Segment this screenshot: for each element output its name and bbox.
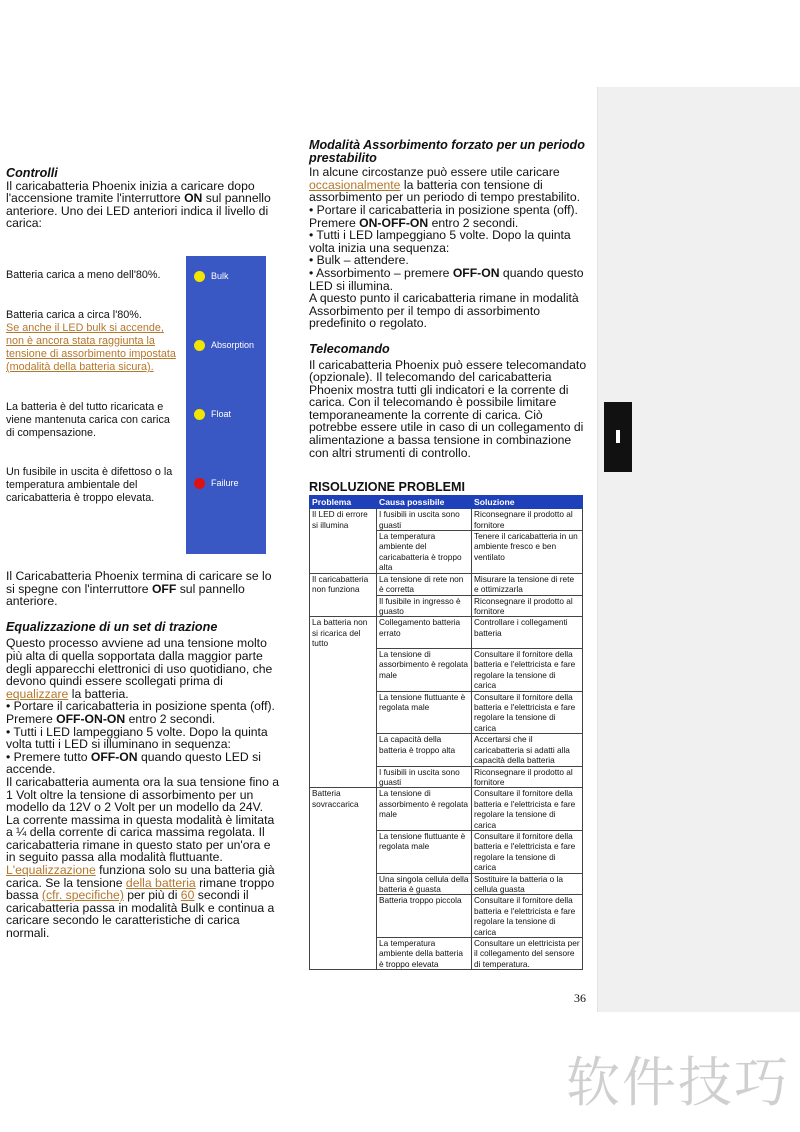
cell-causa: La tensione fluttuante è regolata male [377,691,472,734]
led-failure: Failure [194,476,284,490]
table-row [310,573,583,595]
equalizzazione-heading: Equalizzazione di un set di trazione [6,619,218,634]
cell-problema [310,595,377,617]
led-failure-light [194,478,205,489]
side-margin-panel [597,87,800,1012]
led-bulk: Bulk [194,269,284,283]
chapter-tab-mark [616,430,620,443]
cell-problema [310,531,377,574]
cell-soluzione: Consultare il fornitore della batteria e l'elettricista e fare regolare la tensione di carica [472,830,583,873]
cell-causa: Batteria troppo piccola [377,895,472,938]
header-problema: Problema [310,495,377,508]
cell-causa: La temperatura ambiente della batteria è troppo elevata [377,938,472,970]
cell-soluzione: Consultare il fornitore della batteria e l'elettricista e fare regolare la tensione di carica [472,788,583,831]
header-soluzione: Soluzione [472,495,583,508]
eq-bullet-1: • Portare il caricabatteria in posizione spenta (off). Premere OFF-ON-ON entro 2 secondi. [6,699,275,726]
abs-bullet-1: • Portare il caricabatteria in posizione spenta (off). Premere ON-OFF-ON entro 2 secondi. [309,202,578,230]
absorption-link-text[interactable]: Se anche il LED bulk si accende, non è ancora stata raggiunta la tensione di assorbimento impostata (modalità della batteria sicura). [6,322,176,373]
table-row [310,509,583,531]
table-row [310,531,583,574]
eq-paragraph-3: La corrente massima in questa modalità è limitata a ¼ della corrente di carica massima regolata. Il caricabatteria rimane in questo stato per un'ora e in seguito passa alla modalità fluttuante. [6,812,275,865]
led-float: Float [194,407,284,421]
troubleshooting-table [309,495,583,970]
cell-soluzione: Tenere il caricabatteria in un ambiente fresco e ben ventilato [472,531,583,574]
cell-soluzione: Accertarsi che il caricabatteria si adatti alla capacità della batteria [472,734,583,766]
table-row [310,788,583,831]
abs-paragraph-1: In alcune circostanze può essere utile caricare occasionalmente la batteria con tensione di assorbimento per un periodo di tempo prestabilito. [309,165,580,205]
table-row [310,649,583,692]
eq-paragraph-1: Questo processo avviene ad una tensione molto più alta di quella sopportata dalla maggior parte degli apparecchi elettronici di uso quotidiano, che devono quindi essere scollegati prima di equalizzare la batteria. [6,636,273,701]
cell-problema [310,830,377,873]
cell-causa: Collegamento batteria errato [377,617,472,649]
cell-problema: Batteria sovraccarica [310,788,377,831]
abs-bullet-3: • Bulk – attendere. [309,253,409,268]
eq-paragraph-2: Il caricabatteria aumenta ora la sua tensione fino a 1 Volt oltre la tensione di assorbimento per un modello da 12V o 2 Volt per un modello da 24V. [6,774,280,815]
led-float-light [194,409,205,420]
table-row [310,766,583,788]
left-column [6,166,282,941]
led-absorption-light [194,340,205,351]
stop-paragraph: Il Caricabatteria Phoenix termina di caricare se lo si spegne con l'interruttore OFF sul pannello anteriore. [6,569,272,609]
assorbimento-heading: Modalità Assorbimento forzato per un periodo prestabilito [309,138,585,165]
table-row [310,691,583,734]
cell-problema: Il caricabatteria non funziona [310,573,377,595]
page-number: 36 [574,991,586,1005]
table-row [310,873,583,895]
telecomando-heading: Telecomando [309,341,390,356]
chapter-tab [604,402,632,472]
cell-soluzione: Riconsegnare il prodotto al fornitore [472,595,583,617]
cell-causa: La tensione fluttuante è regolata male [377,830,472,873]
cell-soluzione: Controllare i collegamenti batteria [472,617,583,649]
table-row [310,734,583,766]
abs-bullet-2: • Tutti i LED lampeggiano 5 volte. Dopo la quinta volta inizia una sequenza: [309,228,571,255]
cell-soluzione: Riconsegnare il prodotto al fornitore [472,509,583,531]
cell-problema [310,649,377,692]
cell-causa: I fusibili in uscita sono guasti [377,509,472,531]
cell-soluzione: Misurare la tensione di rete e ottimizzarla [472,573,583,595]
cell-soluzione: Consultare il fornitore della batteria e l'elettricista e fare regolare la tensione di carica [472,691,583,734]
cell-causa: Il fusibile in ingresso è guasto [377,595,472,617]
right-column [309,139,589,970]
cell-problema: Il LED di errore si illumina [310,509,377,531]
table-row [310,938,583,970]
cell-problema: La batteria non si ricarica del tutto [310,617,377,649]
cell-problema [310,766,377,788]
led-description-float: La batteria è del tutto ricaricata e viene mantenuta carica con carica di compensazione. [6,401,170,439]
cell-problema [310,873,377,895]
eq-bullet-3: • Premere tutto OFF-ON quando questo LED si accende. [6,749,261,777]
controlli-paragraph: Il caricabatteria Phoenix inizia a caricare dopo l'accensione tramite l'interruttore ON sul pannello anteriore. Uno dei LED anteriori indica il livello di carica: [6,178,271,231]
eq-bullet-2: • Tutti i LED lampeggiano 5 volte. Dopo la quinta volta tutti i LED si illuminano in sequenza: [6,724,268,752]
cell-problema [310,734,377,766]
controlli-heading: Controlli [6,166,58,180]
led-bulk-light [194,271,205,282]
watermark: 软件技巧 [566,1051,790,1114]
led-description-bulk: Batteria carica a meno dell'80%. [6,269,161,281]
table-row [310,830,583,873]
cell-causa: I fusibili in uscita sono guasti [377,766,472,788]
cell-causa: La tensione di assorbimento è regolata male [377,788,472,831]
cell-causa: La tensione di assorbimento è regolata male [377,649,472,692]
telecomando-paragraph: Il caricabatteria Phoenix può essere telecomandato (opzionale). Il telecomando del caricabatteria Phoenix mostra tutti gli indicatori e la corrente di carica. Con il telecomando è possibile limitare temporaneamente la corrente di carica. Ciò potrebbe essere utile in caso di un collegamento di alimentazione a bassa tensione in combinazione con altri strumenti di controllo. [309,357,587,460]
led-description-absorption: Batteria carica a circa l'80%. Se anche il LED bulk si accende, non è ancora stata raggiunta la tensione di assorbimento impostata (modalità della batteria sicura). [6,309,181,374]
led-indicator-panel [186,256,266,554]
table-row [310,617,583,649]
cell-causa: Una singola cellula della batteria è guasta [377,873,472,895]
table-header-row [310,495,583,508]
header-causa: Causa possibile [377,495,472,508]
cell-problema [310,691,377,734]
cell-soluzione: Sostituire la batteria o la cellula guasta [472,873,583,895]
cell-causa: La tensione di rete non è corretta [377,573,472,595]
cell-soluzione: Consultare il fornitore della batteria e l'elettricista e fare regolare la tensione di carica [472,895,583,938]
cell-soluzione: Riconsegnare il prodotto al fornitore [472,766,583,788]
led-absorption: Absorption [194,338,284,352]
table-row [310,895,583,938]
cell-causa: La capacità della batteria è troppo alta [377,734,472,766]
cell-soluzione: Consultare un elettricista per il collegamento del sensore di temperatura. [472,938,583,970]
risoluzione-heading: RISOLUZIONE PROBLEMI [309,480,466,495]
eq-paragraph-4: L'equalizzazione funziona solo su una batteria già carica. Se la tensione della batteria rimane troppo bassa (cfr. specifiche) per più di 60 secondi il caricabatteria passa in modalità Bulk e continua a caricare secondo le caratteristiche di carica normali. [6,863,275,941]
led-description-failure: Un fusibile in uscita è difettoso o la temperatura ambientale del caricabatteria è troppo elevata. [6,466,173,504]
lower-left-text [6,570,282,940]
cell-soluzione: Consultare il fornitore della batteria e l'elettricista e fare regolare la tensione di carica [472,649,583,692]
table-row [310,595,583,617]
abs-bullet-4: • Assorbimento – premere OFF-ON quando questo LED si illumina. [309,265,584,293]
cell-problema [310,938,377,970]
abs-paragraph-2: A questo punto il caricabatteria rimane in modalità Assorbimento per il tempo di assorbimento predefinito o regolato. [309,291,579,331]
cell-problema [310,895,377,938]
cell-causa: La temperatura ambiente del caricabatteria è troppo alta [377,531,472,574]
